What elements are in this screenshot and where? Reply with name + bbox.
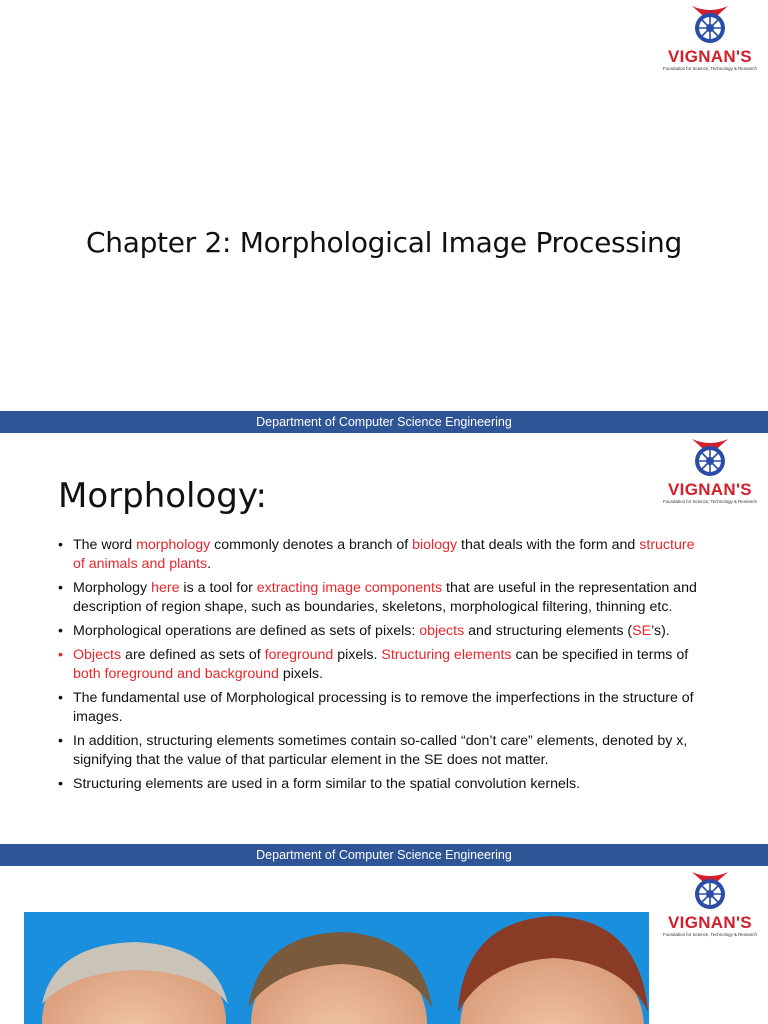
bullet-text: The fundamental use of Morphological processing is to remove the imperfections in the structure of images. <box>73 690 694 725</box>
logo-name: VIGNAN'S <box>668 913 752 932</box>
bullet-text: can be specified in terms of <box>511 647 689 663</box>
bullet-list <box>58 536 708 799</box>
logo-tagline: Foundation for Science, Technology & Research <box>663 499 757 504</box>
highlighted-term: morphology <box>136 537 211 553</box>
logo-tagline: Foundation for Science, Technology & Research <box>663 66 757 71</box>
vignans-logo <box>660 437 760 505</box>
bullet-item <box>58 775 708 794</box>
bullet-text: is a tool for <box>179 580 257 596</box>
highlighted-term: here <box>151 580 180 596</box>
bullet-text: Morphological operations are defined as sets of pixels: <box>73 623 420 639</box>
bullet-text: are defined as sets of <box>121 647 265 663</box>
highlighted-term: structure of animals and plants <box>73 537 695 572</box>
highlighted-term: foreground <box>264 647 334 663</box>
logo-tagline: Foundation for Science, Technology & Research <box>663 932 757 937</box>
bullet-text: . <box>207 556 212 572</box>
bullet-item <box>58 536 708 574</box>
bullet-text: In addition, structuring elements sometimes contain so-called “don’t care” elements, denoted by x, signifying that the value of that particular element in the SE does not matter. <box>73 733 688 768</box>
highlighted-term: Objects <box>73 647 122 663</box>
section-title: Morphology: <box>58 476 267 516</box>
bullet-text: pixels. <box>333 647 382 663</box>
bullet-text: that are useful in the representation and description of region shape, such as boundaries, skeletons, morphological filtering, thinning etc. <box>73 580 697 615</box>
slide-1 <box>0 0 768 433</box>
bullet-text: commonly denotes a branch of <box>210 537 413 553</box>
bullet-text: that deals with the form and <box>457 537 640 553</box>
bullet-text: Morphology <box>73 580 152 596</box>
bullet-text: Structuring elements are used in a form similar to the spatial convolution kernels. <box>73 776 581 792</box>
bullet-item <box>58 622 708 641</box>
chapter-title: Chapter 2: Morphological Image Processing <box>86 226 682 259</box>
faces-photo-image <box>24 912 649 1024</box>
logo-name: VIGNAN'S <box>668 47 752 66</box>
vignans-emblem-icon <box>688 437 732 479</box>
bullet-text: ’s). <box>651 623 670 639</box>
vignans-logo <box>660 4 760 72</box>
highlighted-term: both foreground and background <box>73 666 279 682</box>
vignans-logo <box>660 870 760 938</box>
highlighted-term: Structuring elements <box>381 647 512 663</box>
bullet-text: and structuring elements ( <box>464 623 633 639</box>
bullet-item <box>58 689 708 727</box>
highlighted-term: biology <box>412 537 458 553</box>
highlighted-term: extracting image components <box>256 580 443 596</box>
bullet-text: The word <box>73 537 137 553</box>
logo-name: VIGNAN'S <box>668 480 752 499</box>
slide-2-footer: Department of Computer Science Engineering <box>0 844 768 866</box>
bullet-item <box>58 579 708 617</box>
bullet-text: pixels. <box>278 666 324 682</box>
vignans-emblem-icon <box>688 870 732 912</box>
highlighted-term: SE <box>632 623 652 639</box>
bullet-item <box>58 646 708 684</box>
vignans-emblem-icon <box>688 4 732 46</box>
faces-photo <box>24 912 649 1024</box>
bullet-item <box>58 732 708 770</box>
slide-1-footer: Department of Computer Science Engineering <box>0 411 768 433</box>
highlighted-term: objects <box>419 623 465 639</box>
